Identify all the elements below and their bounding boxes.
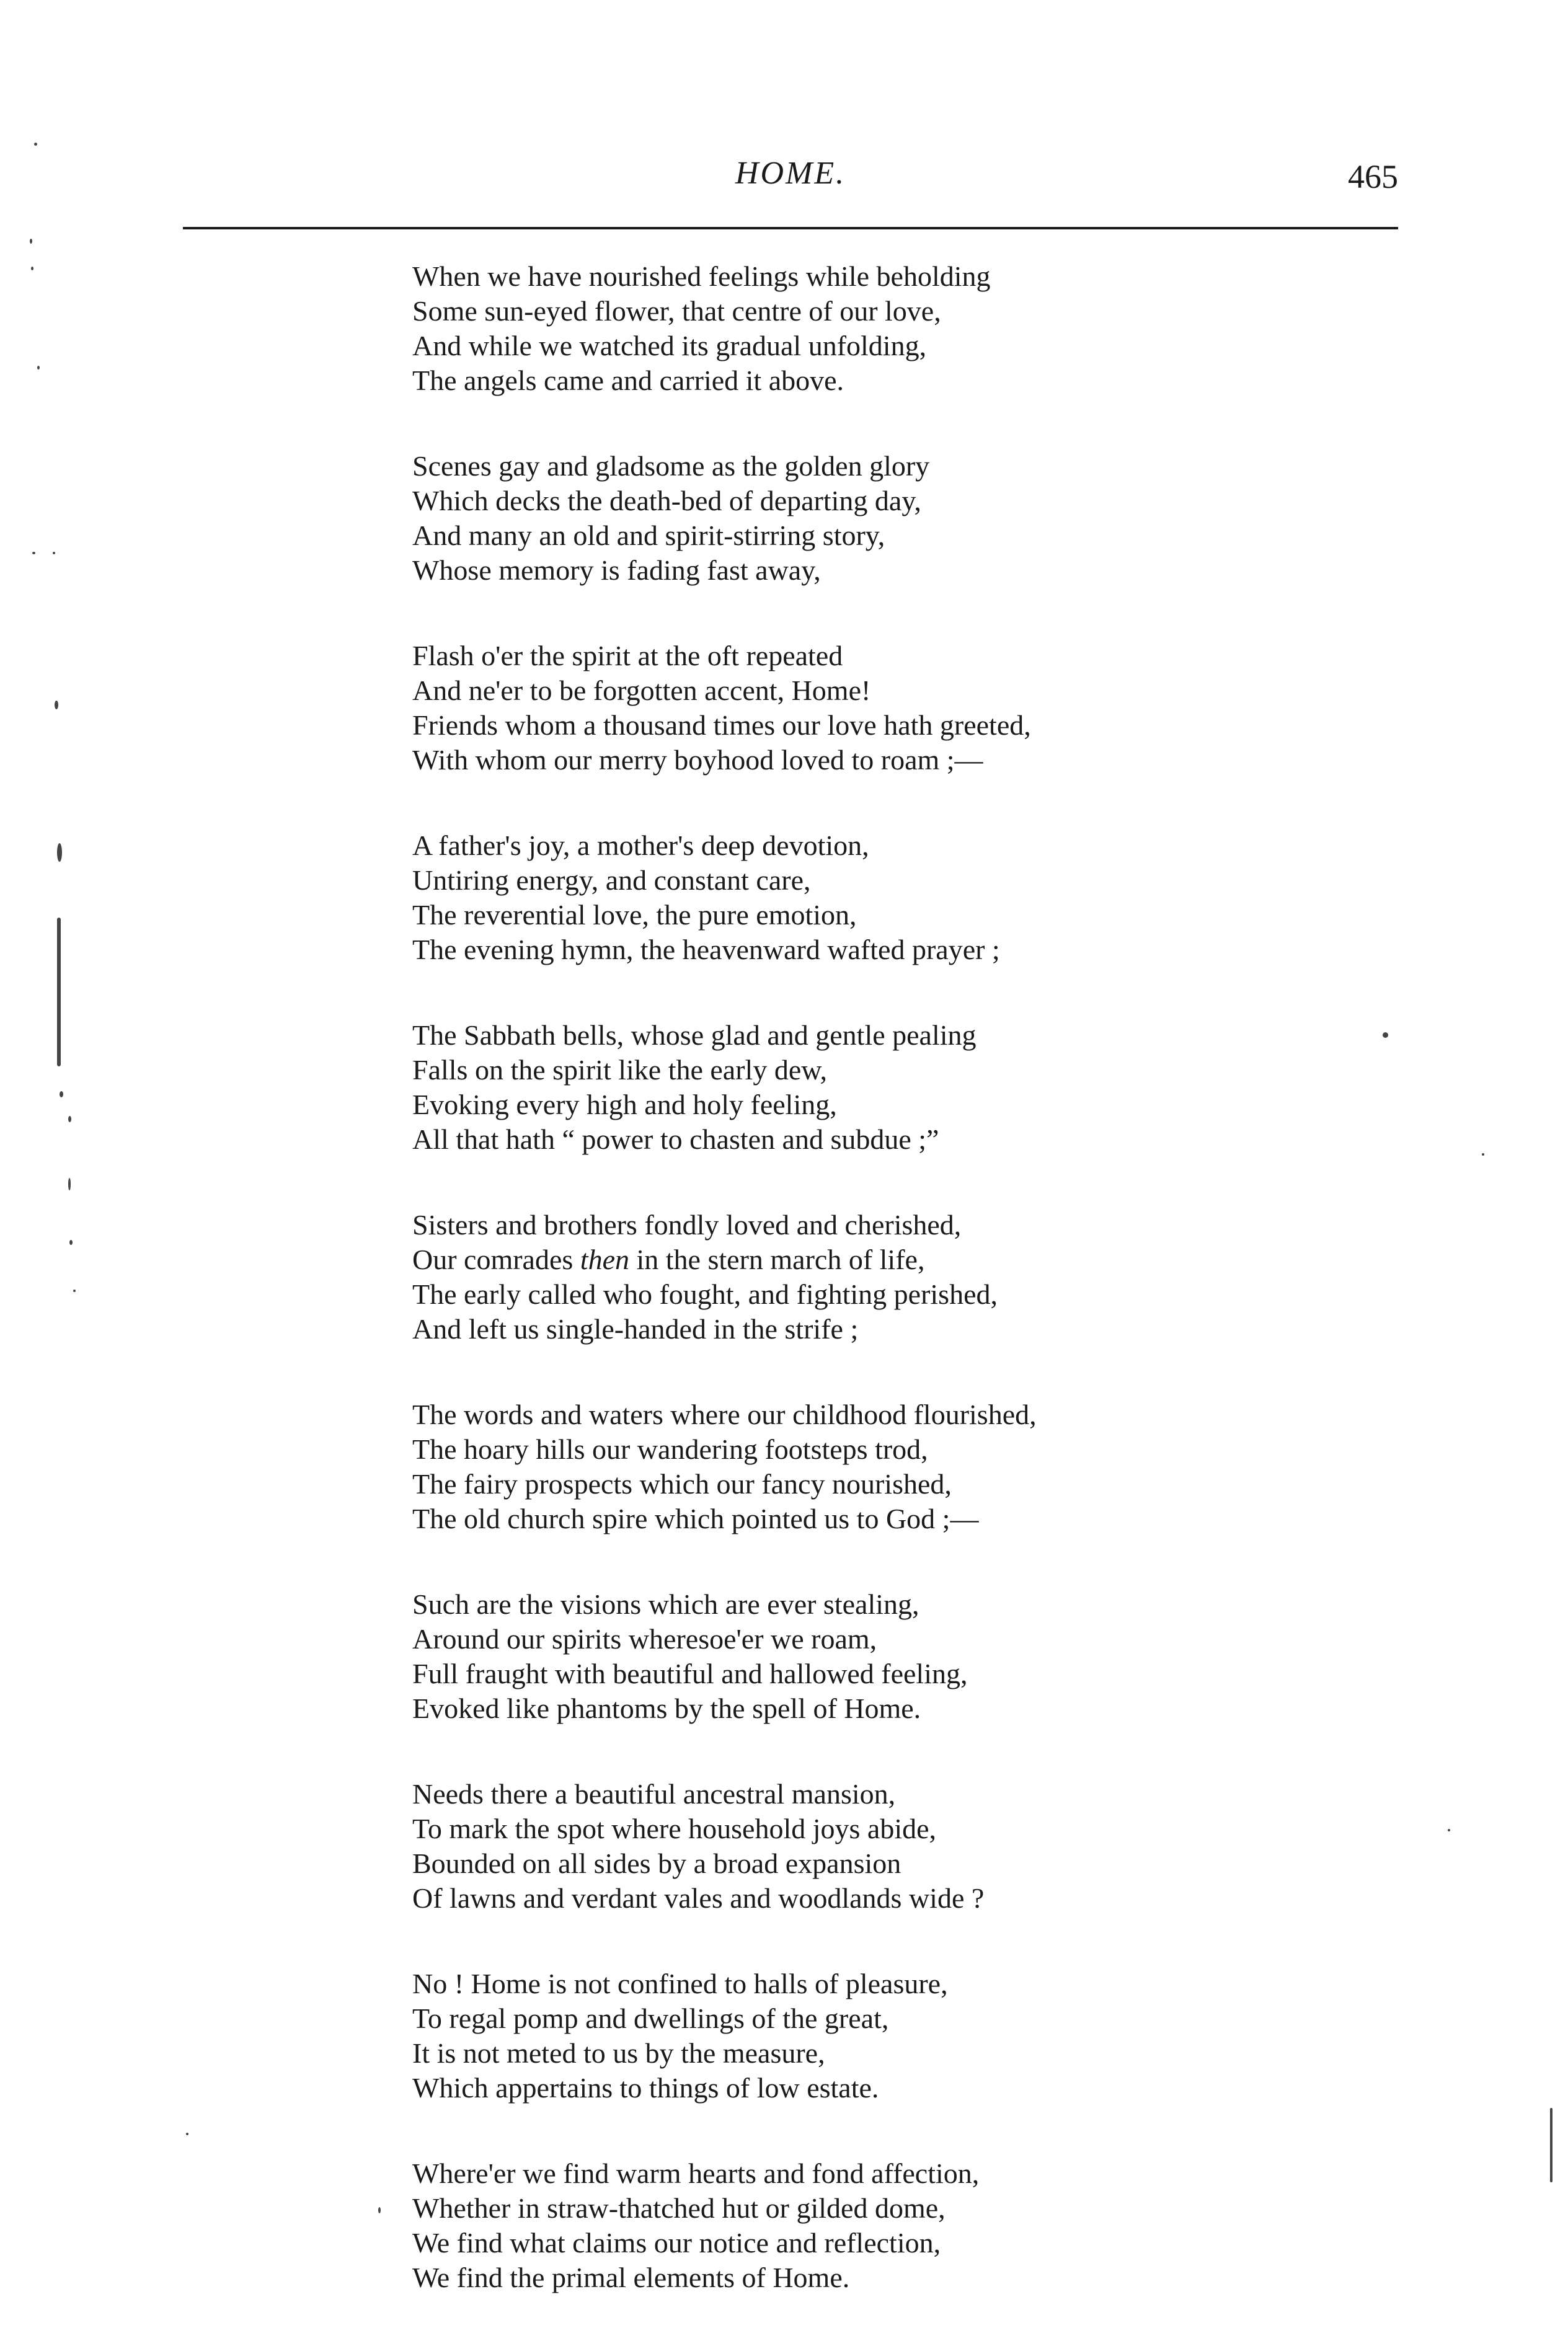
poem-line: The old church spire which pointed us to God ;—	[412, 1503, 979, 1534]
poem-line: The reverential love, the pure emotion,	[412, 899, 857, 931]
poem-line: The angels came and carried it above.	[412, 365, 844, 396]
scan-speck	[37, 366, 40, 370]
poem-line: Friends whom a thousand times our love hath greeted,	[412, 709, 1031, 741]
scan-speck	[69, 1240, 73, 1245]
scan-speck	[1482, 1153, 1484, 1156]
stanza	[412, 1587, 1404, 1726]
scan-speck	[31, 267, 33, 270]
poem-line: Evoking every high and holy feeling,	[412, 1089, 837, 1120]
stanza	[412, 1208, 1404, 1347]
poem-line: And ne'er to be forgotten accent, Home!	[412, 675, 871, 706]
stanza	[412, 1777, 1404, 1916]
poem-line: All that hath “ power to chasten and subdue ;”	[412, 1123, 939, 1155]
poem-line: No ! Home is not confined to halls of pleasure,	[412, 1968, 948, 1999]
poem-line: The hoary hills our wandering footsteps trod,	[412, 1433, 928, 1465]
running-head	[183, 150, 1398, 200]
poem-line: To regal pomp and dwellings of the great,	[412, 2003, 889, 2034]
poem-line: To mark the spot where household joys abide,	[412, 1813, 937, 1844]
scan-speck	[73, 1290, 76, 1292]
scan-speck	[1550, 2108, 1552, 2182]
poem-line: Needs there a beautiful ancestral mansion,	[412, 1778, 896, 1810]
stanza	[412, 1967, 1404, 2105]
poem-line: Flash o'er the spirit at the oft repeated	[412, 640, 843, 671]
poem-line: Sisters and brothers fondly loved and cherished,	[412, 1209, 962, 1241]
poem-line: With whom our merry boyhood loved to roam ;—	[412, 744, 983, 776]
scan-speck	[1383, 1032, 1388, 1038]
stanza	[412, 2156, 1404, 2295]
poem-line: Which decks the death-bed of departing day,	[412, 485, 921, 516]
poem-line: Our comrades then in the stern march of life,	[412, 1244, 925, 1275]
poem-line: Untiring energy, and constant care,	[412, 864, 811, 896]
stanza	[412, 828, 1404, 967]
poem-line: Around our spirits wheresoe'er we roam,	[412, 1623, 877, 1655]
poem-line: We find the primal elements of Home.	[412, 2262, 850, 2293]
stanza	[412, 639, 1404, 777]
scan-speck	[55, 701, 58, 709]
scan-speck	[186, 2133, 188, 2135]
scan-speck	[68, 1178, 71, 1190]
scan-speck	[378, 2207, 381, 2213]
poem-line: When we have nourished feelings while beholding	[412, 260, 991, 292]
poem-line: Evoked like phantoms by the spell of Home.	[412, 1693, 921, 1724]
scan-speck	[53, 552, 55, 554]
poem-line: Of lawns and verdant vales and woodlands wide ?	[412, 1882, 985, 1914]
scan-speck	[60, 1091, 63, 1097]
stanza	[412, 1018, 1404, 1157]
poem-line: It is not meted to us by the measure,	[412, 2037, 825, 2069]
poem-line: We find what claims our notice and reflection,	[412, 2227, 941, 2259]
scan-speck	[68, 1116, 71, 1122]
scan-speck	[1448, 1829, 1450, 1831]
poem-line: And left us single-handed in the strife ;	[412, 1313, 859, 1345]
running-title: HOME.	[735, 156, 846, 191]
poem-line: The evening hymn, the heavenward wafted prayer ;	[412, 934, 1000, 965]
poem-line: Whether in straw-thatched hut or gilded dome,	[412, 2192, 946, 2224]
poem-line: Bounded on all sides by a broad expansion	[412, 1848, 901, 1879]
scan-speck	[32, 552, 35, 554]
poem-line: Where'er we find warm hearts and fond affection,	[412, 2158, 980, 2189]
poem-line: The Sabbath bells, whose glad and gentle pealing	[412, 1019, 977, 1051]
scan-speck	[34, 143, 37, 146]
poem-body	[412, 259, 1404, 2346]
poem-line: And while we watched its gradual unfolding,	[412, 330, 927, 361]
poem-line: A father's joy, a mother's deep devotion,	[412, 830, 869, 861]
stanza	[412, 449, 1404, 588]
italic-word: then	[580, 1244, 629, 1275]
poem-line: The fairy prospects which our fancy nourished,	[412, 1468, 952, 1500]
poem-line: And many an old and spirit-stirring story,	[412, 520, 885, 551]
scan-speck	[30, 239, 32, 244]
poem-line: Such are the visions which are ever stealing,	[412, 1588, 919, 1620]
scan-speck	[57, 843, 62, 862]
header-rule	[183, 227, 1398, 229]
stanza	[412, 259, 1404, 398]
poem-line: Full fraught with beautiful and hallowed feeling,	[412, 1658, 968, 1689]
stanza	[412, 1397, 1404, 1536]
poem-line: Falls on the spirit like the early dew,	[412, 1054, 827, 1086]
poem-line: Some sun-eyed flower, that centre of our love,	[412, 295, 941, 327]
poem-line: Which appertains to things of low estate.	[412, 2072, 879, 2104]
poem-line: The early called who fought, and fighting perished,	[412, 1278, 998, 1310]
scan-speck	[57, 918, 61, 1066]
poem-line: Whose memory is fading fast away,	[412, 554, 821, 586]
poem-line: Scenes gay and gladsome as the golden glory	[412, 450, 930, 482]
poem-line: The words and waters where our childhood flourished,	[412, 1399, 1037, 1430]
page-number: 465	[1348, 158, 1398, 195]
